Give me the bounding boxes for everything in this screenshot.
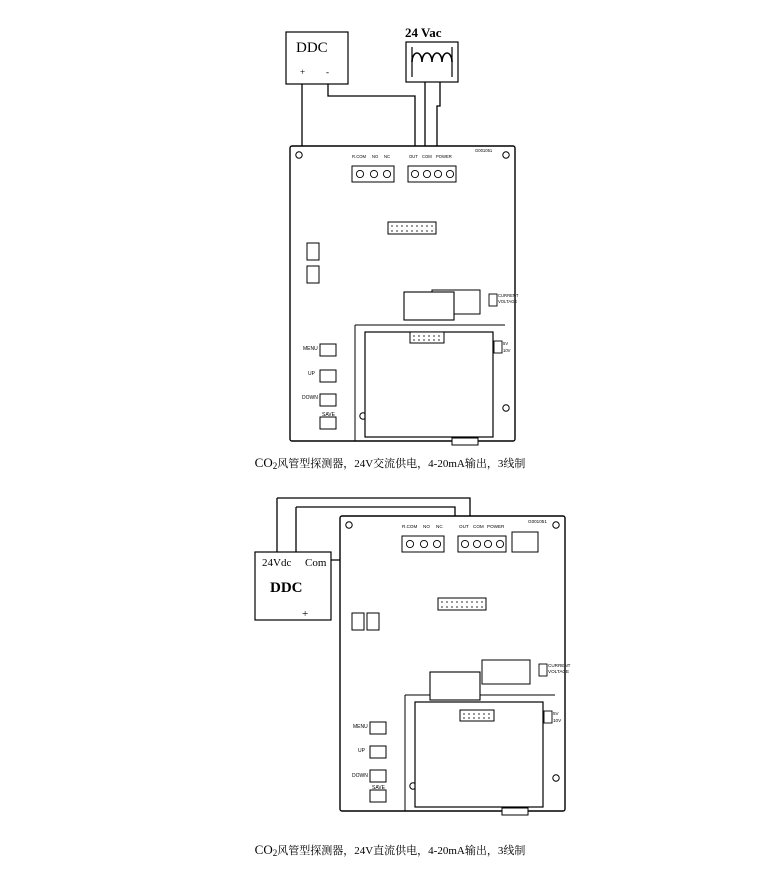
jumper-10v-label-1: 10V — [503, 348, 511, 353]
terminal-label-power-2: POWER — [487, 524, 505, 529]
jumper-current-2 — [539, 664, 547, 676]
sensor-window-1 — [404, 292, 454, 320]
button-label-up-1: UP — [308, 371, 315, 377]
button-label-up-2: UP — [358, 748, 365, 754]
jumper-5v-label-2: 5V — [553, 711, 559, 716]
board-marking-1: G001051 — [475, 148, 493, 153]
caption-diagram-2 — [0, 842, 780, 858]
pcb-bottom-tab-1 — [452, 438, 478, 445]
button-label-save-2: SAVE — [372, 785, 385, 791]
sensor-body-1 — [365, 332, 493, 437]
pin-header-top-2 — [438, 598, 486, 610]
pin-header-mid-2 — [460, 710, 494, 721]
jumper-block-left2-1 — [307, 266, 319, 283]
button-label-save-1: SAVE — [322, 412, 335, 418]
terminal-label-rcom-1: R.COM — [352, 154, 366, 159]
wire-ddc-minus-1 — [328, 84, 415, 148]
jumper-voltage-sel-2 — [544, 711, 552, 723]
button-up-1 — [320, 370, 336, 382]
terminal-label-com-2: COM — [473, 524, 484, 529]
caption-prefix-1: CO — [254, 455, 273, 470]
terminal-label-com-1: COM — [422, 154, 432, 159]
button-label-down-1: DOWN — [302, 395, 318, 401]
caption-text-1: 风管型探测器，24V交流供电，4-20mA输出，3线制 — [277, 458, 526, 470]
relay-can-2 — [512, 532, 538, 552]
button-menu-2 — [370, 722, 386, 734]
caption-prefix-2: CO — [254, 842, 273, 857]
ddc-com-label-2: Com — [305, 557, 327, 569]
button-label-menu-2: MENU — [353, 724, 368, 730]
jumper-current-1 — [489, 294, 497, 306]
button-down-1 — [320, 394, 336, 406]
jumper-voltage-label-1: VOLTAGE — [498, 299, 518, 304]
terminal-block-relay-2 — [402, 536, 444, 552]
sensor-window-2 — [430, 672, 480, 700]
caption-sub-1: 2 — [272, 461, 278, 471]
terminal-label-out-1: OUT — [409, 154, 418, 159]
terminal-label-no-1: NO — [372, 154, 379, 159]
button-label-down-2: DOWN — [352, 773, 368, 779]
button-save-2 — [370, 790, 386, 802]
terminal-label-nc-2: NC — [436, 524, 443, 529]
button-menu-1 — [320, 344, 336, 356]
terminal-block-power-2 — [458, 536, 506, 552]
terminal-label-nc-1: NC — [384, 154, 391, 159]
wire-xfmr-b-1 — [437, 82, 440, 148]
pin-header-top-1 — [388, 222, 436, 234]
terminal-label-power-1: POWER — [436, 154, 452, 159]
jumper-5v-label-1: 5V — [503, 341, 509, 346]
ddc-plus-label-1: + — [300, 67, 306, 77]
terminal-label-rcom-2: R.COM — [402, 524, 418, 529]
jumper-block-left-1 — [307, 243, 319, 260]
jumper-block-left-2 — [352, 613, 364, 630]
transformer-label-1: 24 Vac — [405, 25, 442, 40]
jumper-10v-label-2: 10V — [553, 718, 562, 723]
caption-text-2: 风管型探测器，24V直流供电，4-20mA输出，3线制 — [277, 845, 526, 857]
ddc-24vdc-label-2: 24Vdc — [262, 557, 292, 569]
button-label-menu-1: MENU — [303, 346, 318, 352]
button-down-2 — [370, 770, 386, 782]
ddc-label-2: DDC — [270, 580, 303, 596]
terminal-block-relay-1 — [352, 166, 394, 182]
ddc-label-1: DDC — [296, 40, 328, 56]
jumper-voltage-sel-1 — [494, 341, 502, 353]
jumper-block-left2-2 — [367, 613, 379, 630]
jumper-current-label-2: CURRENT — [548, 663, 571, 668]
jumper-voltage-label-2: VOLTAGE — [548, 669, 570, 674]
caption-diagram-1 — [0, 455, 780, 471]
pin-header-mid-1 — [410, 332, 444, 343]
ddc-plus-label-2: + — [302, 608, 309, 620]
terminal-block-power-1 — [408, 166, 456, 182]
button-up-2 — [370, 746, 386, 758]
jumper-current-label-1: CURRENT — [498, 293, 519, 298]
button-save-1 — [320, 417, 336, 429]
caption-sub-2: 2 — [272, 848, 278, 858]
board-marking-2: G001051 — [528, 519, 547, 524]
ic-chip-2 — [482, 660, 530, 684]
terminal-label-out-2: OUT — [459, 524, 469, 529]
pcb-bottom-tab-2 — [502, 808, 528, 815]
terminal-label-no-2: NO — [423, 524, 430, 529]
ddc-minus-label-1: - — [326, 67, 329, 77]
